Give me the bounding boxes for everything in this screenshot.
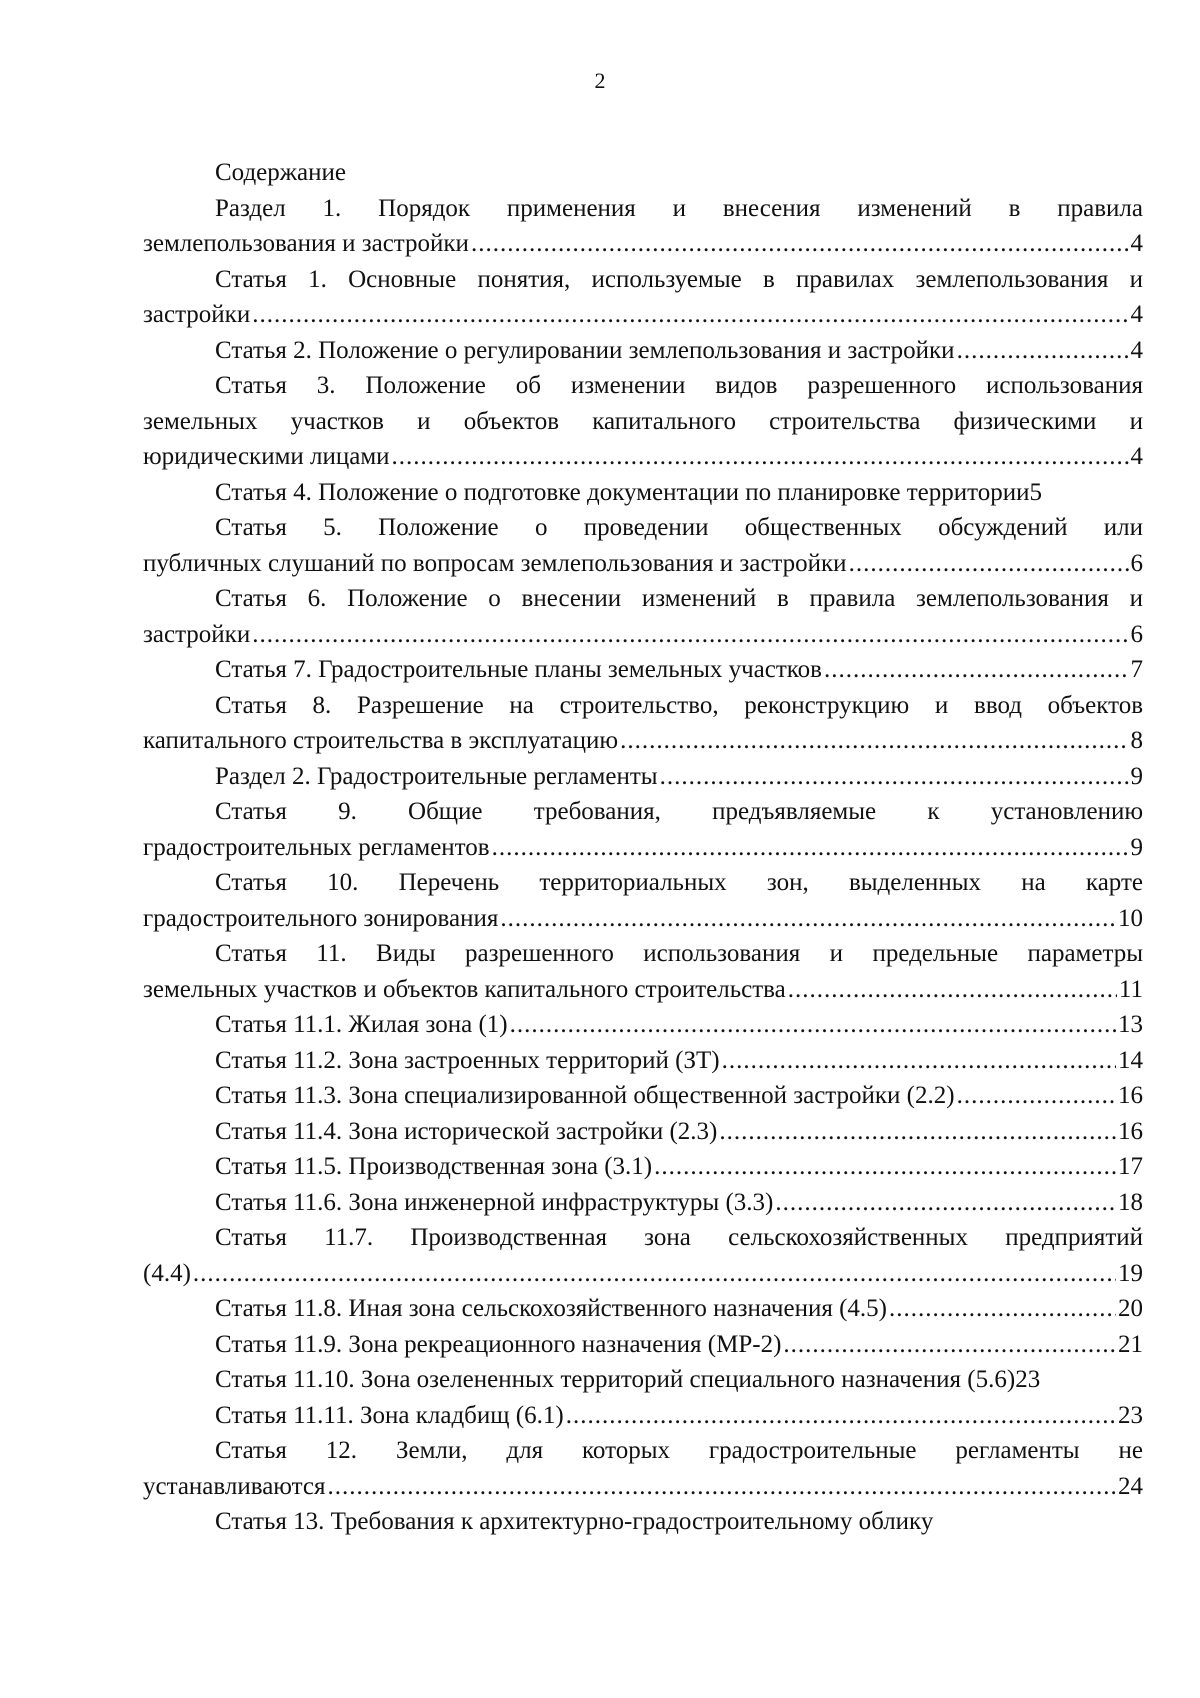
dot-leader xyxy=(392,439,1129,475)
toc-page-number: 21 xyxy=(1118,1330,1143,1358)
dot-leader xyxy=(719,1114,1116,1150)
toc-entry-last-line xyxy=(143,297,1143,333)
toc-entry-title-line: Статья 8. Разрешение на строительство, реконструкцию и ввод объектов xyxy=(215,691,1143,719)
toc-entry-title-line: Статья 12. Земли, для которых градостроительные регламенты не xyxy=(215,1437,1143,1464)
toc-entry-last-line xyxy=(143,1043,1143,1079)
toc-entry-last-line xyxy=(143,1149,1143,1185)
dot-leader xyxy=(500,901,1116,937)
toc-page-number: 4 xyxy=(1130,301,1143,328)
dot-leader xyxy=(783,1327,1116,1363)
toc-entry-last-line xyxy=(143,1114,1143,1150)
toc-page-number: 4 xyxy=(1130,230,1143,257)
dot-leader xyxy=(252,297,1128,333)
toc-entry[interactable] xyxy=(143,1504,1143,1540)
toc-entry[interactable] xyxy=(143,368,1143,475)
toc-entry-title: градостроительных регламентов xyxy=(143,833,490,861)
toc-entry-last-line xyxy=(143,617,1143,653)
toc-entry-last-line xyxy=(143,1469,1143,1505)
page-number: 2 xyxy=(594,68,606,93)
toc-entry-title-line: Статья 3. Положение об изменении видов разрешенного использования xyxy=(215,372,1143,399)
toc-entry[interactable] xyxy=(143,333,1143,369)
toc-entry-title: публичных слушаний по вопросам землепользования и застройки xyxy=(143,549,847,577)
dot-leader xyxy=(957,1078,1116,1114)
dot-leader xyxy=(471,226,1129,262)
toc-page-number: 6 xyxy=(1130,549,1143,577)
toc-entry-last-line xyxy=(143,723,1143,759)
toc-entry-title-line: Статья 11.7. Производственная зона сельскохозяйственных предприятий xyxy=(215,1224,1143,1251)
toc-entry-title: землепользования и застройки xyxy=(143,230,469,257)
toc-entry-title: Статья 11.5. Производственная зона (3.1) xyxy=(215,1153,653,1180)
toc-entry[interactable] xyxy=(143,652,1143,688)
toc-entry[interactable] xyxy=(143,1043,1143,1079)
toc-entry-title: Статья 11.9. Зона рекреационного назначения (МР-2) xyxy=(215,1330,782,1358)
toc-entry-last-line xyxy=(143,1362,1143,1398)
toc-entry-title: Статья 11.6. Зона инженерной инфраструктуры (3.3) xyxy=(215,1188,774,1216)
toc-entry-title: Статья 11.4. Зона исторической застройки (2.3) xyxy=(215,1117,718,1145)
toc-entry-last-line xyxy=(143,1504,1143,1540)
toc-page-number: 7 xyxy=(1130,656,1143,683)
toc-entry-title: Статья 13. Требования к архитектурно-градостроительному облику xyxy=(215,1508,934,1535)
toc-entry-title: застройки xyxy=(143,620,251,648)
toc-entry-title-line: Статья 1. Основные понятия, используемые в правилах землепользования и xyxy=(215,265,1143,293)
toc-entry-last-line xyxy=(143,1327,1143,1363)
dot-leader xyxy=(193,1256,1116,1292)
toc-page-number: 19 xyxy=(1118,1259,1143,1287)
toc-entry-title-line: Статья 5. Положение о проведении общественных обсуждений или xyxy=(215,514,1143,541)
toc-page-number: 24 xyxy=(1118,1472,1143,1500)
toc-page-number: 23 xyxy=(1015,1366,1041,1393)
dot-leader xyxy=(824,652,1129,688)
toc-entry-title: Статья 11.2. Зона застроенных территорий (ЗТ) xyxy=(215,1046,720,1074)
toc-page-number: 9 xyxy=(1130,762,1143,790)
toc-entry-last-line xyxy=(143,1185,1143,1221)
toc-heading: Содержание xyxy=(215,159,346,186)
toc-entry-title-line: Статья 10. Перечень территориальных зон, выделенных на карте xyxy=(215,869,1143,896)
toc-page-number: 5 xyxy=(1029,478,1042,506)
dot-leader xyxy=(327,1469,1116,1505)
dot-leader xyxy=(788,972,1117,1008)
toc-entry-title: Статья 11.10. Зона озелененных территорий специального назначения (5.6) xyxy=(215,1366,1016,1393)
toc-entry-title-line: земельных участков и объектов капитального строительства физическими и xyxy=(143,407,1143,435)
toc-entry[interactable] xyxy=(143,191,1143,262)
toc-page-number: 14 xyxy=(1118,1046,1143,1074)
toc-entry-last-line xyxy=(143,1256,1143,1292)
toc-entry[interactable] xyxy=(143,1185,1143,1221)
dot-leader xyxy=(957,333,1129,369)
toc-entry[interactable] xyxy=(143,865,1143,936)
toc-entry-last-line xyxy=(143,1078,1143,1114)
dot-leader xyxy=(889,1291,1116,1327)
toc-entry-title: Статья 11.8. Иная зона сельскохозяйственного назначения (4.5) xyxy=(215,1295,887,1322)
toc-entry[interactable] xyxy=(143,1291,1143,1327)
dot-leader xyxy=(566,1398,1116,1434)
toc-entry[interactable] xyxy=(143,794,1143,865)
toc-entry-last-line xyxy=(143,439,1143,475)
dot-leader xyxy=(252,617,1128,653)
toc-entry-title: юридическими лицами xyxy=(143,443,390,470)
toc-entry-last-line xyxy=(143,1398,1143,1434)
dot-leader xyxy=(775,1185,1116,1221)
toc-entry-title: земельных участков и объектов капитального строительства xyxy=(143,975,786,1003)
toc-page-number: 4 xyxy=(1130,443,1143,470)
toc-page-number: 4 xyxy=(1130,336,1143,364)
toc-entry-last-line xyxy=(143,830,1143,866)
toc-entry[interactable] xyxy=(143,475,1143,511)
toc-entry-title: устанавливаются xyxy=(143,1472,326,1500)
toc-page-number: 16 xyxy=(1118,1117,1143,1145)
toc-entry[interactable] xyxy=(143,1327,1143,1363)
toc-page-number: 23 xyxy=(1118,1401,1143,1429)
toc-page-number: 18 xyxy=(1118,1188,1143,1216)
toc-page-number: 16 xyxy=(1118,1082,1143,1109)
toc-entry-title: Статья 2. Положение о регулировании землепользования и застройки xyxy=(215,336,955,364)
toc-entry[interactable] xyxy=(143,1149,1143,1185)
toc-entry[interactable] xyxy=(143,688,1143,759)
toc-entry[interactable] xyxy=(143,262,1143,333)
toc-entry[interactable] xyxy=(143,1007,1143,1043)
toc-page-number: 11 xyxy=(1118,975,1143,1003)
toc-entry-last-line xyxy=(143,1007,1143,1043)
toc-entry-title: Статья 11.1. Жилая зона (1) xyxy=(215,1011,508,1038)
dot-leader xyxy=(510,1007,1116,1043)
toc-entry-last-line xyxy=(143,901,1143,937)
toc-page-number: 9 xyxy=(1130,833,1143,861)
toc-entry-title-line: Статья 6. Положение о внесении изменений в правила землепользования и xyxy=(215,585,1143,612)
toc-entries xyxy=(143,191,1143,1540)
toc-page-number: 6 xyxy=(1130,620,1143,648)
toc-entry[interactable] xyxy=(143,759,1143,795)
toc-entry[interactable] xyxy=(143,1362,1143,1398)
toc-entry[interactable] xyxy=(143,1114,1143,1150)
toc-entry-title: Статья 11.3. Зона специализированной общественной застройки (2.2) xyxy=(215,1082,955,1109)
toc-entry-title: капитального строительства в эксплуатацию xyxy=(143,727,619,754)
toc-entry-title: градостроительного зонирования xyxy=(143,904,499,932)
dot-leader xyxy=(620,723,1128,759)
toc-page-number: 17 xyxy=(1118,1153,1143,1180)
toc-page-number: 8 xyxy=(1130,727,1143,754)
toc-entry-title: застройки xyxy=(143,301,251,328)
toc-entry[interactable] xyxy=(143,936,1143,1007)
toc-entry[interactable] xyxy=(143,581,1143,652)
toc-page-number: 10 xyxy=(1118,904,1143,932)
dot-leader xyxy=(492,830,1129,866)
toc-entry-title-line: Раздел 1. Порядок применения и внесения изменений в правила xyxy=(215,194,1143,222)
toc-entry[interactable] xyxy=(143,1398,1143,1434)
toc-entry-title: (4.4) xyxy=(143,1259,191,1287)
toc-entry-last-line xyxy=(143,1291,1143,1327)
toc-entry-title: Статья 4. Положение о подготовке документации по планировке территории xyxy=(215,478,1030,506)
toc-entry-last-line xyxy=(143,652,1143,688)
toc-entry-last-line xyxy=(143,546,1143,582)
toc-entry-last-line xyxy=(143,972,1143,1008)
toc-entry-last-line xyxy=(143,226,1143,262)
toc-entry-title: Статья 11.11. Зона кладбищ (6.1) xyxy=(215,1401,564,1429)
toc-entry-title: Раздел 2. Градостроительные регламенты xyxy=(215,762,658,790)
toc-entry-last-line xyxy=(143,475,1143,511)
dot-leader xyxy=(849,546,1129,582)
toc-entry[interactable] xyxy=(143,1220,1143,1291)
toc-page-number: 13 xyxy=(1118,1011,1143,1038)
toc-entry[interactable] xyxy=(143,1433,1143,1504)
toc-entry-title-line: Статья 9. Общие требования, предъявляемые к установлению xyxy=(215,798,1143,825)
dot-leader xyxy=(722,1043,1116,1079)
dot-leader xyxy=(660,759,1129,795)
toc-entry-title: Статья 7. Градостроительные планы земельных участков xyxy=(215,656,822,683)
toc-page-number: 20 xyxy=(1118,1295,1143,1322)
dot-leader xyxy=(654,1149,1116,1185)
toc-entry-title-line: Статья 11. Виды разрешенного использования и предельные параметры xyxy=(215,940,1143,967)
table-of-contents xyxy=(143,155,1143,1540)
toc-entry-last-line xyxy=(143,759,1143,795)
toc-entry[interactable] xyxy=(143,1078,1143,1114)
toc-entry-last-line xyxy=(143,333,1143,369)
toc-entry[interactable] xyxy=(143,510,1143,581)
